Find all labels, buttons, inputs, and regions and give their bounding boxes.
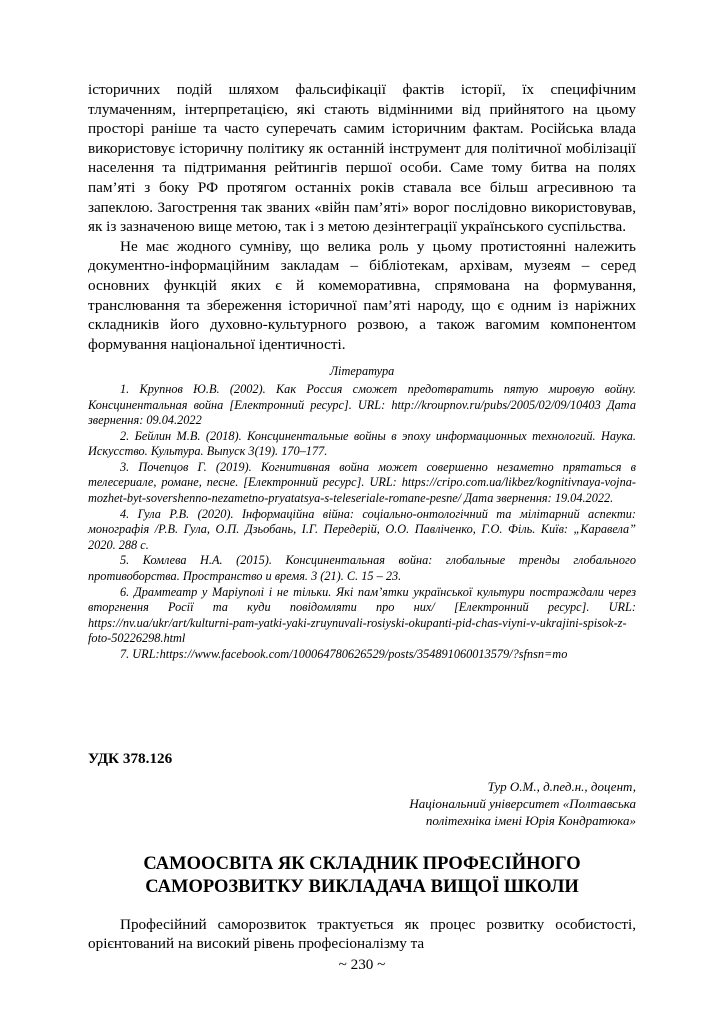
reference-item-7: 7. URL:https://www.facebook.com/100064780626529/posts/354891060013579/?sfnsn=mo xyxy=(120,647,568,661)
article-title-line-1: САМООСВІТА ЯК СКЛАДНИК ПРОФЕСІЙНОГО xyxy=(143,853,581,874)
article-title-line-2: САМОРОЗВИТКУ ВИКЛАДАЧА ВИЩОЇ ШКОЛИ xyxy=(145,876,579,897)
reference-item-6: 6. Драмтеатр у Маріуполі і не тільки. Які пам’ятки української культури постраждали через вторгнення Росії та куди повідомляти про них/ [Електронний ресурс]. URL: https://nv.ua/ukr/art/kulturni-pam-yatki-yaki-zruynuvali-rosiyski-okupanti-pid-chas-viyni-v-ukrajini-spisok-z-foto-50226298.html xyxy=(88,584,636,646)
reference-item-4: 4. Гула Р.В. (2020). Інформаційна війна: соціально-онтологічний та мілітарний аспекти: монографія /Р.В. Гула, О.П. Дзьобань, І.Г. Передерій, О.О. Павліченко, Г.О. Філь. Київ: „Каравела” 2020. 288 с. xyxy=(88,506,636,552)
references-section xyxy=(88,364,636,662)
article-title xyxy=(88,853,636,899)
references-title: Література xyxy=(329,364,395,379)
article-intro-paragraph: Професійний саморозвиток трактується як процес розвитку особистості, орієнтований на високий рівень професіоналізму та xyxy=(88,915,636,953)
reference-item-2: 2. Бейлин М.В. (2018). Консцинентальные войны в эпоху информационных технологий. Наука. Искусство. Культура. Выпуск 3(19). 170–177. xyxy=(88,428,636,459)
reference-item-5: 5. Комлева Н.А. (2015). Консцинентальная война: глобальные тренды глобального противоборства. Пространство и время. 3 (21). С. 15 – 23. xyxy=(88,553,636,584)
reference-item-1: 1. Крупнов Ю.В. (2002). Как Россия сможет предотвратить пятую мировую войну. Консцинентальная война [Електронний ресурс]. URL: http://kroupnov.ru/pubs/2005/02/09/10403 Дата звернення: 09.04.2022 xyxy=(88,381,636,428)
author-block xyxy=(88,778,636,829)
author-affiliation-line-2: політехніка імені Юрія Кондратюка» xyxy=(425,812,636,828)
udc-code: УДК 378.126 xyxy=(88,749,173,767)
reference-item-3: 3. Почепцов Г. (2019). Когнитивная война может совершенно незаметно прятаться в телесериале, романе, песне. [Електронний ресурс]. URL: https://cripo.com.ua/likbez/kognitivnaya-vojna-mozhet-byt-sovershenno-nezametno-pryatatsya-s-teleseriale-romane-pesne/ Дата звернення: 19.04.2022. xyxy=(88,459,636,506)
page-content xyxy=(88,80,636,954)
page-number: ~ 230 ~ xyxy=(338,956,386,973)
author-name: Тур О.М., д.пед.н., доцент, xyxy=(487,778,636,794)
body-paragraph-2: Не має жодного сумніву, що велика роль у цьому протистоянні належить документно-інформаційним закладам – бібліотекам, архівам, музеям – серед основних функцій яких є й комеморативна, спрямована на формування, транслювання та збереження історичної пам’яті народу, що є одним із наріжних складників його духовно-культурного розвою, а також вагомим компонентом формування національної ідентичності. xyxy=(88,237,636,353)
body-paragraph-1: історичних подій шляхом фальсифікації фактів історії, їх специфічним тлумаченням, інтерпретацією, які стають відмінними від прийнятого на цьому просторі раніше та часто суперечать самим історичним фактам. Російська влада використовує історичну політику як останній інструмент для політичної мобілізації населення та підтримання рейтингів першої особи. Саме тому битва на полях пам’яті з боку РФ протягом останніх років ставала все більш агресивною та запеклою. Загострення так званих «війн пам’яті» ворог послідовно використовував, як із зазначеною вище метою, так і з метою дезінтеграції українського суспільства. xyxy=(88,81,636,236)
author-affiliation-line-1: Національний університет «Полтавська xyxy=(409,795,636,811)
